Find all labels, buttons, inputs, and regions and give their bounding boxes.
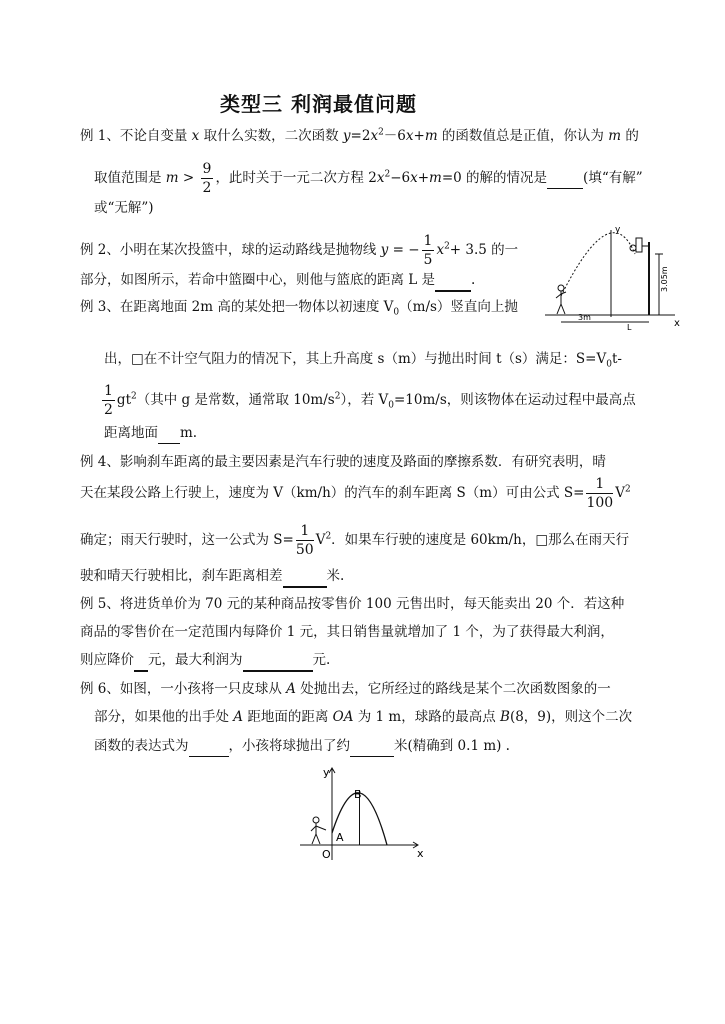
ex4-line2: 天在某段公路上行驶上，速度为 V（km/h）的汽车的刹车距离 S（m）可由公式 S= $\frac{1}{100}$ $V^2$ (80, 476, 631, 511)
answer-blank (158, 423, 180, 444)
point-B-label: B (354, 788, 362, 801)
ex2-line1: 例 2、小明在某次投篮中，球的运动路线是抛物线 y = − $\frac{1}{5}$ $x^2+ 3.5$ 的一 (80, 233, 519, 268)
y-axis-label: y (615, 225, 621, 235)
ex1-line1: 例 1、不论自变量 x 取什么实数，二次函数 $y=2x^2-6x+m$ 的函数值总是正值，你认为 m 的 (80, 127, 639, 144)
x-axis-label: x (417, 847, 424, 860)
height-label: 3.05m (660, 266, 669, 292)
ex5-line1: 例 5、将进货单价为 70 元的某种商品按零售价 100 元售出时，每天能卖出 20 个．若这种 (80, 596, 625, 612)
ex3-line1: 例 3、在距离地面 2m 高的某处把一物体以初速度 $V_0(m/s)$竖直向上抛 (80, 299, 518, 318)
ex1-line3: 或“无解”) (94, 200, 154, 216)
ball-trajectory (561, 233, 635, 296)
child-head (313, 817, 319, 823)
ex3-line3: $\frac{1}{2}$ $gt^2$（其中 g 是常数，通常取 $10m/s^2$），若 $V_0=10m/s$，则该物体在运动过程中最高点 (104, 383, 636, 418)
y-axis-label: y (323, 766, 330, 779)
answer-blank (189, 736, 229, 757)
page-title: 类型三 利润最值问题 (220, 92, 417, 116)
answer-blank (547, 168, 583, 189)
answer-blank (435, 270, 471, 292)
ball-throw-figure (296, 760, 436, 865)
ex5-line3: 则应降价 元，最大利润为 元. (80, 650, 330, 672)
ex1-line2: 取值范围是 m > $\frac{9}{2}$ ，此时关于一元二次方程 $2x^2-6x+m=0$ 的解的情况是 (填“有解” (94, 161, 643, 196)
point-A-label: A (336, 831, 344, 844)
ex4-line1: 例 4、影响刹车距离的最主要因素是汽车行驶的速度及路面的摩擦系数．有研究表明，晴 (80, 454, 606, 470)
answer-blank (243, 650, 313, 672)
ex6-line3: 函数的表达式为 ，小孩将球抛出了约 米(精确到 0.1 m) . (94, 736, 510, 757)
ex5-line2: 商品的零售价在一定范围内每降价 1 元，其日销售量就增加了 1 个，为了获得最大利润， (80, 624, 614, 640)
ex2-line2: 部分，如图所示，若命中篮圈中心，则他与篮底的距离 L 是 . (80, 270, 475, 292)
ex4-line3: 确定；雨天行驶时，这一公式为 S= $\frac{1}{50}$ $V^2$．如果车行驶的速度是 60km/h，□那么在雨天行 (80, 523, 630, 558)
ex3-line4: 距离地面 m. (104, 423, 197, 444)
answer-blank (134, 650, 148, 672)
basketball-figure (543, 222, 693, 332)
distance-3m-label: 3m (578, 313, 591, 322)
player-figure (556, 291, 566, 314)
origin-label: O (322, 848, 331, 861)
answer-blank (283, 566, 327, 588)
ex3-line2: 出，□在不计空气阻力的情况下，其上升高度 s（m）与抛出时间 t（s）满足：$S=V_0t-$ (104, 351, 622, 370)
child-figure (311, 823, 326, 844)
x-axis-label: x (674, 318, 680, 329)
ex6-line1: 例 6、如图，一小孩将一只皮球从 A 处抛出去，它所经过的路线是某个二次函数图象的一 (80, 681, 611, 697)
answer-blank (350, 736, 394, 757)
ex4-line4: 驶和晴天行驶相比，刹车距离相差 米. (80, 566, 344, 588)
ex6-line2: 部分，如果他的出手处 A 距地面的距离 OA 为 1 m，球路的最高点 B(8，9)，则这个二次 (94, 709, 633, 725)
distance-L-label: L (627, 323, 632, 332)
backboard (636, 238, 642, 252)
player-head (558, 285, 564, 291)
